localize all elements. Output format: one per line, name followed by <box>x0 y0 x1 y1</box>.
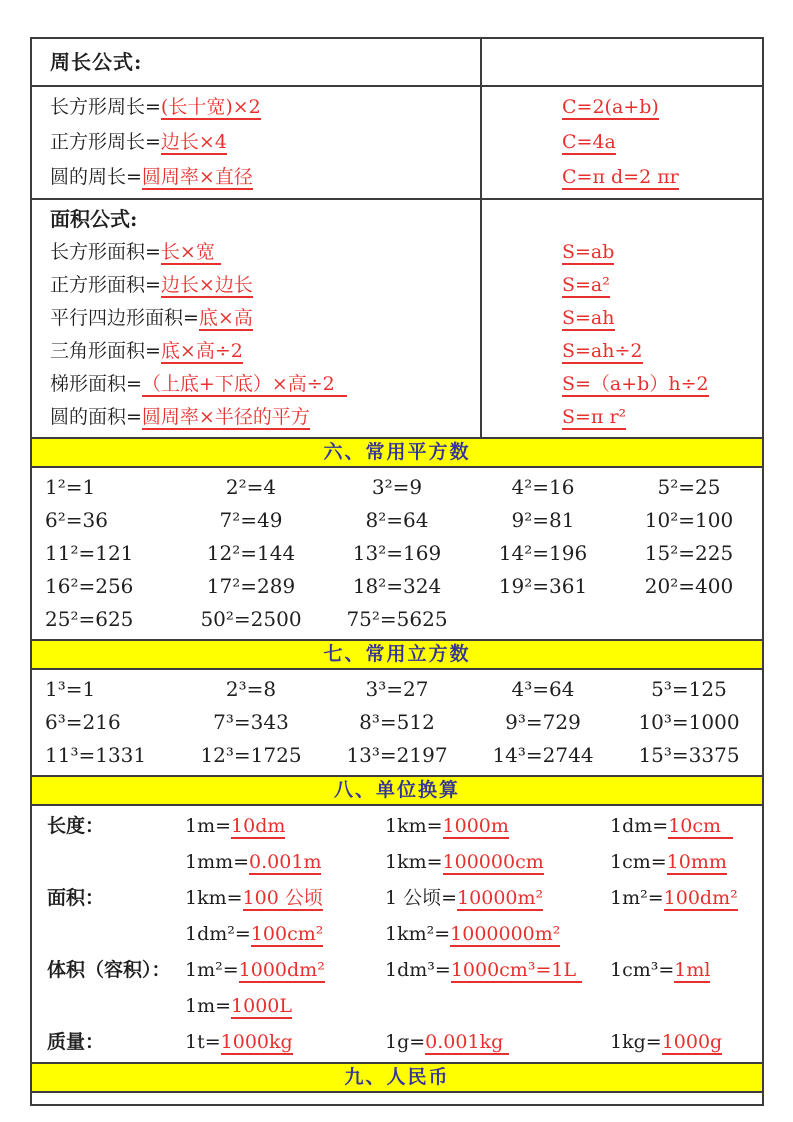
grid-cell: 13³=2197 <box>346 743 448 767</box>
unit-conversion-prefix: 1dm³= <box>385 959 451 981</box>
grid-cell: 3³=27 <box>365 677 429 701</box>
grid-cell: 19²=361 <box>498 574 588 598</box>
unit-conversion-fill: 1000m <box>442 815 509 837</box>
unit-conversion-fill: 10cm <box>668 815 734 837</box>
unit-conversion-prefix: 1m²= <box>610 887 664 909</box>
formula-symbolic: S=ab <box>562 241 615 263</box>
formula-label: 圆的周长= <box>50 166 142 188</box>
grid-cell <box>616 603 762 636</box>
unit-conversion-fill: 1000L <box>231 995 293 1017</box>
formula-symbolic: C=4a <box>562 131 616 153</box>
grid-cell: 5²=25 <box>657 475 721 499</box>
unit-conversion-fill: 100 公顷 <box>242 887 323 909</box>
grid-cell: 9²=81 <box>511 508 575 532</box>
unit-conversion-fill: 1000dm² <box>238 959 325 981</box>
unit-conversion-fill: 1000kg <box>220 1031 293 1053</box>
formula-label: 正方形周长= <box>50 131 161 153</box>
formula-symbolic-row <box>562 368 762 401</box>
unit-conversion-cell <box>610 916 762 952</box>
formula-row <box>50 125 480 160</box>
unit-conversion-cell <box>385 1024 610 1060</box>
grid-cell: 75²=5625 <box>346 607 448 631</box>
unit-category-label: 面积： <box>47 887 105 909</box>
formula-label: 圆的面积= <box>50 406 142 428</box>
grid-cell: 2²=4 <box>225 475 277 499</box>
unit-conversion-cell <box>185 1024 385 1060</box>
formula-fill: （上底+下底）×高÷2 <box>141 373 347 395</box>
formula-label: 长方形周长= <box>50 96 161 118</box>
grid-cell: 14²=196 <box>498 541 588 565</box>
grid-cell: 7²=49 <box>219 508 283 532</box>
formula-symbolic-row <box>562 160 762 195</box>
unit-conversion-prefix: 1km²= <box>385 923 451 945</box>
formula-symbolic: S=ah <box>562 307 615 329</box>
grid-cell: 2³=8 <box>225 677 277 701</box>
cubes-grid <box>32 670 762 777</box>
formula-row <box>50 302 480 335</box>
units-band: 八、单位换算 <box>32 777 762 806</box>
formula-symbolic-row <box>562 302 762 335</box>
formula-label: 三角形面积= <box>50 340 161 362</box>
unit-conversion-prefix: 1g= <box>385 1031 426 1053</box>
formula-row <box>50 160 480 195</box>
grid-cell: 15²=225 <box>644 541 734 565</box>
unit-conversion-cell <box>385 952 610 988</box>
grid-cell: 17²=289 <box>206 574 296 598</box>
grid-cell: 13²=169 <box>352 541 442 565</box>
perimeter-header-row <box>32 39 762 87</box>
unit-conversion-fill: 1000g <box>661 1031 723 1053</box>
formula-label: 长方形面积= <box>50 241 161 263</box>
unit-conversion-prefix: 1cm= <box>610 851 667 873</box>
formula-row <box>50 368 480 401</box>
unit-category-label: 体积（容积）： <box>47 959 171 981</box>
grid-cell: 12²=144 <box>206 541 296 565</box>
formula-row <box>50 401 480 434</box>
grid-cell: 14³=2744 <box>492 743 594 767</box>
formula-table <box>30 37 764 1106</box>
formula-fill: 底×高 <box>198 307 253 329</box>
unit-conversion-fill: 1000cm³=1L <box>450 959 583 981</box>
perimeter-section <box>32 87 762 200</box>
perimeter-left-column <box>32 87 480 198</box>
formula-symbolic: C=2(a+b) <box>562 96 659 118</box>
area-title: 面积公式: <box>50 207 138 231</box>
rmb-band: 九、人民币 <box>32 1064 762 1093</box>
grid-cell: 9³=729 <box>505 710 581 734</box>
grid-cell: 3²=9 <box>371 475 423 499</box>
table-tail-row <box>32 1093 762 1104</box>
grid-cell: 16²=256 <box>45 574 134 598</box>
grid-cell: 4²=16 <box>511 475 575 499</box>
unit-conversion-fill: 10dm <box>231 815 286 837</box>
formula-label: 正方形面积= <box>50 274 161 296</box>
formula-fill: 边长×边长 <box>160 274 253 296</box>
formula-fill: (长十宽)×2 <box>160 96 261 118</box>
unit-conversion-prefix: 1km= <box>185 887 243 909</box>
unit-category-label: 长度： <box>47 815 105 837</box>
grid-cell: 1²=1 <box>45 475 96 499</box>
unit-conversion-fill: 1000000m² <box>450 923 561 945</box>
grid-cell: 20²=400 <box>644 574 734 598</box>
squares-grid <box>32 468 762 641</box>
unit-conversion-cell <box>610 844 762 880</box>
unit-conversion-cell <box>185 808 385 844</box>
grid-cell: 7³=343 <box>213 710 289 734</box>
grid-cell: 4³=64 <box>511 677 575 701</box>
unit-conversion-cell <box>610 880 762 916</box>
formula-symbolic-row <box>562 401 762 434</box>
formula-row <box>50 269 480 302</box>
formula-symbolic-row <box>562 236 762 269</box>
grid-cell: 6²=36 <box>45 508 108 532</box>
unit-conversion-prefix: 1mm= <box>185 851 250 873</box>
area-right-column <box>480 200 762 437</box>
formula-fill: 圆周率×直径 <box>141 166 253 188</box>
unit-conversion-prefix: 1km= <box>385 851 443 873</box>
formula-fill: 底×高÷2 <box>160 340 243 362</box>
perimeter-right-column <box>480 87 762 198</box>
unit-category-label <box>32 916 185 952</box>
unit-conversion-prefix: 1cm³= <box>610 959 675 981</box>
cubes-band: 七、常用立方数 <box>32 641 762 670</box>
unit-conversion-fill: 0.001m <box>249 851 322 873</box>
grid-cell: 18²=324 <box>352 574 442 598</box>
grid-cell: 11³=1331 <box>45 743 147 767</box>
formula-symbolic: C=π d=2 πr <box>562 166 679 188</box>
units-grid <box>32 806 762 1064</box>
unit-conversion-cell <box>610 808 762 844</box>
area-section <box>32 200 762 439</box>
formula-symbolic-row <box>562 125 762 160</box>
grid-cell: 15³=3375 <box>638 743 740 767</box>
formula-fill: 长×宽 <box>160 241 221 263</box>
formula-label: 梯形面积= <box>50 373 142 395</box>
grid-cell: 8²=64 <box>365 508 429 532</box>
unit-conversion-cell <box>185 988 385 1024</box>
formula-row <box>50 90 480 125</box>
unit-conversion-prefix: 1m= <box>185 995 232 1017</box>
unit-conversion-fill: 100cm² <box>250 923 324 945</box>
unit-conversion-prefix: 1dm= <box>610 815 669 837</box>
unit-conversion-cell <box>385 844 610 880</box>
unit-conversion-cell <box>385 988 610 1024</box>
unit-conversion-cell <box>185 952 385 988</box>
formula-row <box>50 335 480 368</box>
unit-conversion-cell <box>385 916 610 952</box>
grid-cell: 25²=625 <box>45 607 134 631</box>
unit-conversion-cell <box>185 916 385 952</box>
formula-symbolic-row <box>562 335 762 368</box>
area-left-column <box>32 200 480 437</box>
formula-fill: 圆周率×半径的平方 <box>141 406 310 428</box>
unit-conversion-fill: 100000cm <box>442 851 544 873</box>
perimeter-title-cell <box>32 39 480 85</box>
unit-conversion-fill: 10000m² <box>457 887 544 909</box>
formula-symbolic-row <box>562 269 762 302</box>
unit-conversion-cell <box>185 844 385 880</box>
unit-conversion-prefix: 1dm²= <box>185 923 251 945</box>
unit-conversion-cell <box>610 1024 762 1060</box>
grid-cell: 12³=1725 <box>200 743 302 767</box>
grid-cell: 1³=1 <box>45 677 96 701</box>
grid-cell: 11²=121 <box>45 541 134 565</box>
perimeter-title: 周长公式: <box>50 50 143 74</box>
unit-conversion-cell <box>385 808 610 844</box>
formula-symbolic-row <box>562 90 762 125</box>
formula-symbolic: S=ah÷2 <box>562 340 643 362</box>
unit-conversion-prefix: 1kg= <box>610 1031 662 1053</box>
grid-cell: 50²=2500 <box>200 607 302 631</box>
grid-cell: 8³=512 <box>359 710 435 734</box>
unit-conversion-cell <box>185 880 385 916</box>
perimeter-header-empty-cell <box>480 39 762 85</box>
formula-row <box>50 236 480 269</box>
area-right-spacer <box>562 203 762 236</box>
unit-category-label: 质量： <box>47 1031 105 1053</box>
unit-conversion-fill: 0.001kg <box>425 1031 510 1053</box>
unit-conversion-fill: 1ml <box>674 959 711 981</box>
unit-conversion-prefix: 1m²= <box>185 959 239 981</box>
unit-conversion-prefix: 1m= <box>185 815 232 837</box>
unit-conversion-fill: 10mm <box>666 851 727 873</box>
unit-category-label <box>32 844 185 880</box>
squares-band: 六、常用平方数 <box>32 439 762 468</box>
unit-conversion-prefix: 1t= <box>185 1031 221 1053</box>
unit-conversion-cell <box>610 952 762 988</box>
unit-conversion-fill: 100dm² <box>663 887 738 909</box>
grid-cell <box>470 603 616 636</box>
formula-fill: 边长×4 <box>160 131 227 153</box>
formula-label: 平行四边形面积= <box>50 307 199 329</box>
formula-symbolic: S=（a+b）h÷2 <box>562 373 709 395</box>
unit-conversion-cell <box>385 880 610 916</box>
unit-conversion-cell <box>610 988 762 1024</box>
grid-cell: 10³=1000 <box>638 710 740 734</box>
grid-cell: 6³=216 <box>45 710 121 734</box>
formula-symbolic: S=a² <box>562 274 610 296</box>
grid-cell: 10²=100 <box>644 508 734 532</box>
formula-symbolic: S=π r² <box>562 406 627 428</box>
unit-category-label <box>32 988 185 1024</box>
unit-conversion-prefix: 1km= <box>385 815 443 837</box>
grid-cell: 5³=125 <box>651 677 727 701</box>
unit-conversion-prefix: 1 公顷= <box>385 887 458 909</box>
